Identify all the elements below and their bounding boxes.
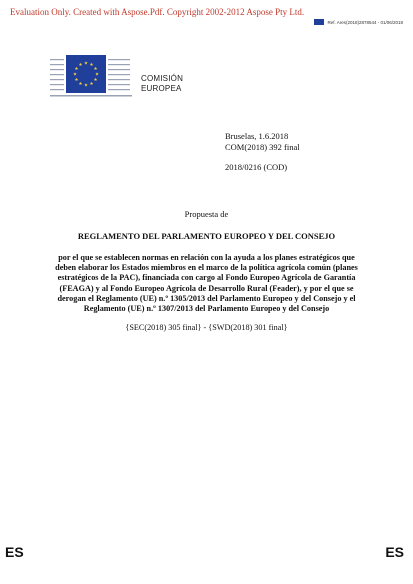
document-type: Propuesta de (184, 209, 229, 219)
description-line: estratégicos de la PAC), financiada con cargo al Fondo Europeo Agrícola de Garantía (57, 273, 356, 283)
com-reference: COM(2018) 392 final (225, 141, 300, 152)
related-documents: {SEC(2018) 305 final} - {SWD(2018) 301 final} (125, 323, 288, 332)
document-reference (314, 19, 403, 25)
reference-text: Ref. Ares(2018)2878544 - 01/06/2018 (327, 19, 403, 25)
description-line: por el que se establecen normas en relación con la ayuda a los planes estratégicos que (58, 253, 355, 262)
description-line: deben elaborar los Estados miembros en el marco de la política agrícola común (planes (55, 263, 358, 273)
institution-line-1: COMISIÓN (141, 74, 184, 83)
place-date: Bruselas, 1.6.2018 (225, 131, 289, 141)
institution-line-2: EUROPEA (141, 84, 182, 93)
evaluation-watermark: Evaluation Only. Created with Aspose.Pdf. Copyright 2002-2012 Aspose Pty Ltd. (10, 7, 305, 17)
european-commission-logo-icon (50, 51, 132, 99)
description-line: Reglamento (UE) n.º 1307/2013 del Parlamento Europeo y del Consejo (83, 304, 330, 314)
regulation-title: REGLAMENTO DEL PARLAMENTO EUROPEO Y DEL CONSEJO (77, 231, 336, 241)
eu-flag-icon (314, 19, 324, 25)
language-code-right: ES (385, 544, 404, 560)
document-meta (225, 131, 300, 173)
regulation-description (40, 253, 373, 314)
language-code-left: ES (5, 544, 24, 560)
procedure-number: 2018/0216 (COD) (225, 162, 288, 172)
institution-name (141, 74, 183, 94)
description-line: (FEAGA) y al Fondo Europeo Agrícola de Desarrollo Rural (Feader), y por el que se (59, 283, 354, 293)
description-line: derogan el Reglamento (UE) n.º 1305/2013 del Parlamento Europeo y del Consejo y el (57, 293, 356, 303)
